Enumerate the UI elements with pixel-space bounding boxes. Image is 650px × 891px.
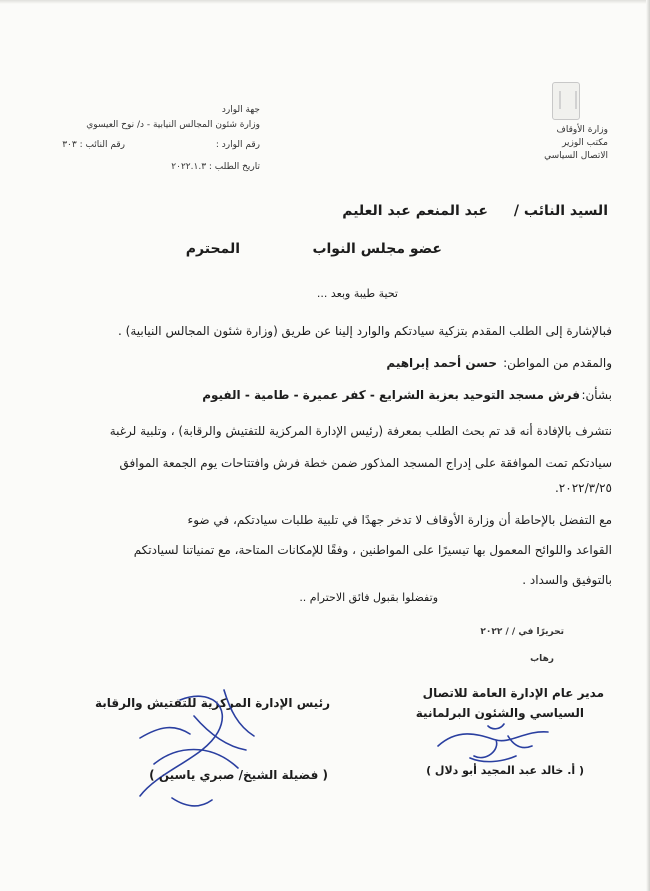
- addressee-position: عضو مجلس النواب: [312, 241, 442, 257]
- addressee-honorific: المحترم: [185, 241, 240, 257]
- paragraph-closing-line-3: بالتوفيق والسداد .: [522, 573, 612, 587]
- right-edge-shadow: [646, 0, 650, 891]
- paragraph-closing-line-1: مع التفضل بالإحاطة أن وزارة الأوقاف لا تدخر جهدًا في تلبية طلبات سيادتكم، في ضوء: [187, 513, 612, 527]
- sender-line-1: وزارة الأوقاف: [556, 125, 608, 135]
- top-edge-shadow: [0, 0, 650, 4]
- paragraph-result-line-3: ٢٠٢٢/٣/٢٥.: [554, 481, 612, 495]
- citizen-name: حسن أحمد إبراهيم: [386, 356, 497, 370]
- citizen-label: والمقدم من المواطن:: [503, 356, 612, 370]
- greeting: تحية طيبة وبعد ...: [316, 287, 398, 300]
- subject-label: بشأن:: [581, 388, 612, 402]
- left-signatory-name: ( فضيلة الشيخ/ صبري ياسين ): [149, 768, 328, 782]
- closing-phrase: وتفضلوا بقبول فائق الاحترام ..: [299, 591, 438, 604]
- request-date: تاريخ الطلب : ٢٠٢٢.١.٣: [171, 162, 260, 172]
- addressee-name: عبد المنعم عبد العليم: [342, 203, 488, 219]
- left-signature-icon: [120, 680, 270, 820]
- sender-line-2: مكتب الوزير: [562, 138, 608, 148]
- subject-text: فرش مسجد التوحيد بعزبة الشرايع - كفر عميرة - طامية - الفيوم: [202, 388, 580, 402]
- right-signatory-title-2: السياسي والشئون البرلمانية: [415, 706, 584, 720]
- paragraph-result-line-1: نتشرف بالإفادة أنه قد تم بحث الطلب بمعرفة (رئيس الإدارة المركزية للتفتيش والرقابة) ، وتلبية لرغبة: [109, 424, 612, 438]
- sender-line-3: الاتصال السياسي: [544, 151, 608, 161]
- addressee-title: السيد النائب /: [513, 203, 608, 219]
- incoming-heading: جهة الوارد: [221, 105, 260, 115]
- incoming-number: رقم الوارد :: [215, 140, 260, 150]
- incoming-source: وزارة شئون المجالس النيابية - د/ نوح العيسوي: [86, 120, 260, 130]
- paragraph-reference: فبالإشارة إلى الطلب المقدم بتزكية سيادتكم والوارد إلينا عن طريق (وزارة شئون المجالس النيابية) .: [118, 324, 612, 338]
- right-signatory-title-1: مدير عام الإدارة العامة للاتصال: [422, 686, 604, 700]
- initials: رهاب: [530, 654, 554, 664]
- ministry-emblem-icon: [552, 82, 580, 120]
- mp-number: رقم النائب : ٣٠٣: [62, 140, 125, 150]
- paragraph-closing-line-2: القواعد واللوائح المعمول بها تيسيرًا على المواطنين ، وفقًا للإمكانات المتاحة، مع تمنياتنا لسيادتكم: [133, 543, 612, 557]
- date-line: تحريرًا في / / ٢٠٢٢: [480, 627, 564, 637]
- left-signatory-title: رئيس الإدارة المركزية للتفتيش والرقابة: [94, 696, 330, 710]
- right-signatory-name: ( أ. خالد عبد المجيد أبو دلال ): [426, 764, 584, 777]
- paragraph-result-line-2: سيادتكم تمت الموافقة على إدراج المسجد المذكور ضمن خطة فرش وافتتاحات يوم الجمعة الموافق: [119, 456, 612, 470]
